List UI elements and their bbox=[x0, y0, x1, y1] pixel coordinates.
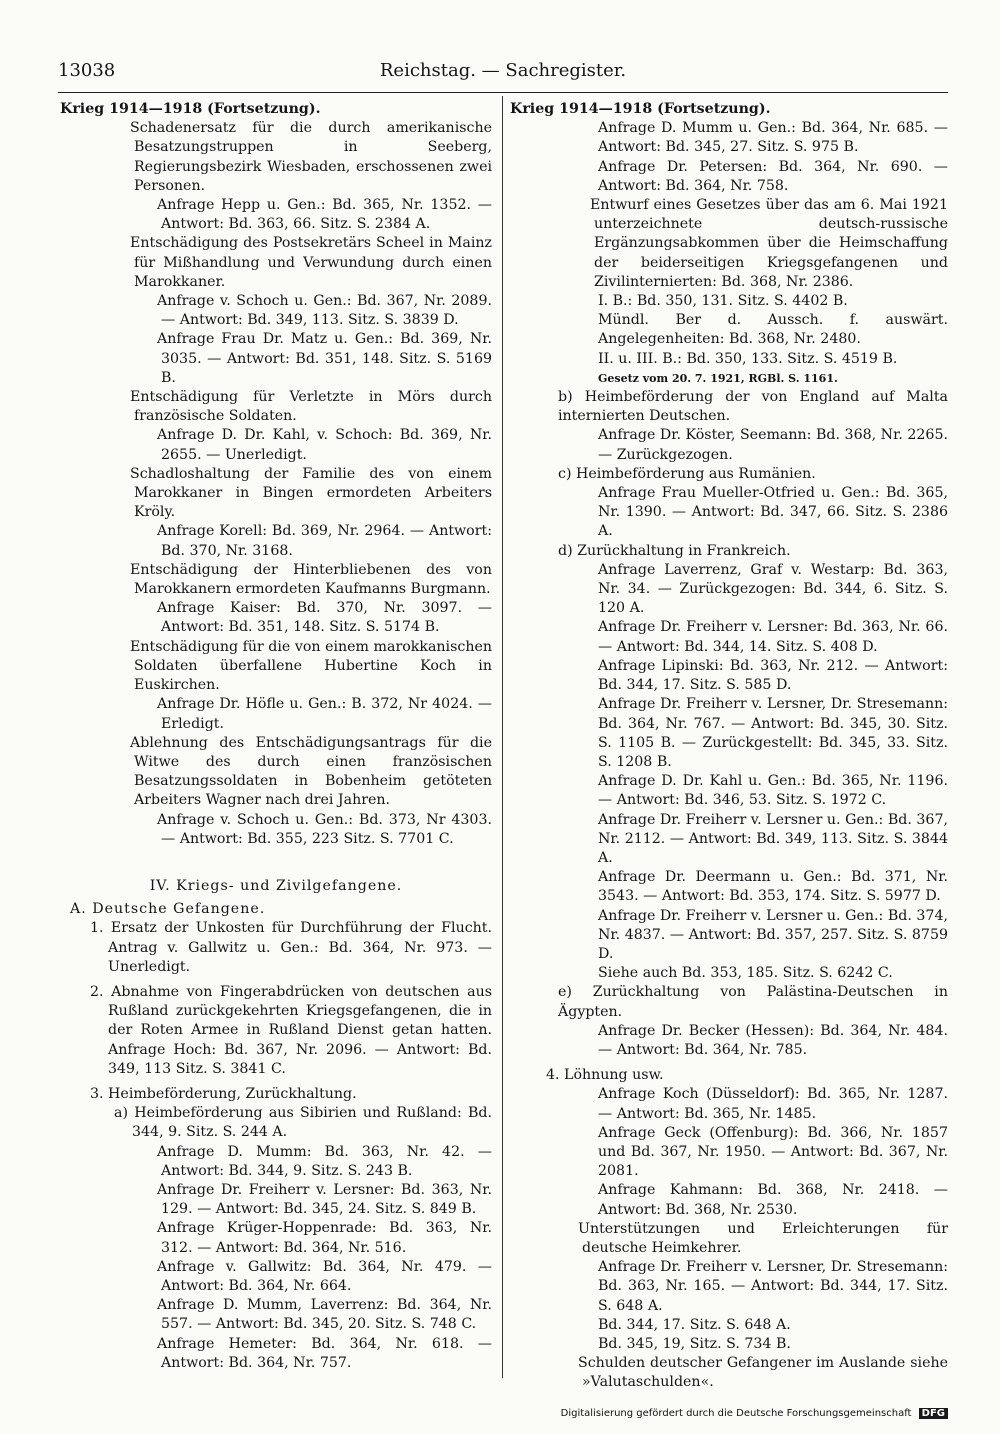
register-entry: 4. Löhnung usw. bbox=[546, 1067, 664, 1084]
register-entry: Krieg 1914—1918 (Fortsetzung). bbox=[60, 101, 321, 117]
register-entry: Anfrage Dr. Becker (Hessen): Bd. 364, Nr. 484. — Antwort: Bd. 364, Nr. 785. bbox=[598, 1022, 948, 1058]
register-entry: Ablehnung des Entschädigungsantrags für die Witwe des durch einen französischen Besatzungssoldaten in Bobenheim getöteten Arbeiters Wagner nach drei Jahren. bbox=[130, 734, 492, 809]
register-entry: Anfrage D. Dr. Kahl u. Gen.: Bd. 365, Nr. 1196. — Antwort: Bd. 346, 53. Sitz. S. 1972 C. bbox=[598, 773, 948, 809]
page-header bbox=[58, 60, 948, 88]
register-entry: Anfrage Lipinski: Bd. 363, Nr. 212. — Antwort: Bd. 344, 17. Sitz. S. 585 D. bbox=[598, 657, 948, 694]
register-entry: d) Zurückhaltung in Frankreich. bbox=[558, 542, 791, 559]
register-entry: Gesetz vom 20. 7. 1921, RGBl. S. 1161. bbox=[598, 371, 838, 385]
register-entry: Anfrage Dr. Freiherr v. Lersner: Bd. 363, Nr. 129. — Antwort: Bd. 345, 24. Sitz. S. 849 B. bbox=[157, 1181, 492, 1218]
register-entry: Anfrage Laverrenz, Graf v. Westarp: Bd. 363, Nr. 34. — Zurückgezogen: Bd. 344, 6. Sitz. S. 120 A. bbox=[598, 561, 948, 617]
header-rule bbox=[58, 92, 948, 93]
register-entry: Schadenersatz für die durch amerikanische Besatzungstruppen in Seeberg, Regierungsbezirk Wiesbaden, erschossenen zwei Personen. bbox=[130, 120, 492, 194]
register-entry: Entschädigung der Hinterbliebenen des von Marokkanern ermordeten Kaufmanns Burgmann. bbox=[130, 561, 492, 598]
register-entry: Anfrage Hepp u. Gen.: Bd. 365, Nr. 1352. — Antwort: Bd. 363, 66. Sitz. S. 2384 A. bbox=[157, 197, 492, 233]
register-entry: Anfrage Dr. Freiherr v. Lersner u. Gen.: Bd. 367, Nr. 2112. — Antwort: Bd. 349, 113. Sitz. S. 3844 A. bbox=[598, 811, 948, 866]
register-entry: Anfrage Korell: Bd. 369, Nr. 2964. — Antwort: Bd. 370, Nr. 3168. bbox=[157, 523, 492, 559]
register-entry: Anfrage D. Mumm, Laverrenz: Bd. 364, Nr. 557. — Antwort: Bd. 345, 20. Sitz. S. 748 C. bbox=[157, 1297, 492, 1333]
register-entry: I. B.: Bd. 350, 131. Sitz. S. 4402 B. bbox=[598, 293, 848, 310]
register-entry: Bd. 345, 19, Sitz. S. 734 B. bbox=[598, 1336, 791, 1352]
register-entry: Schadloshaltung der Familie des von einem Marokkaner in Bingen ermordeten Arbeiters Kröly. bbox=[130, 465, 492, 521]
register-entry: Anfrage D. Mumm u. Gen.: Bd. 364, Nr. 685. — Antwort: Bd. 345, 27. Sitz. S. 975 B. bbox=[598, 120, 948, 156]
register-entry: Mündl. Ber d. Aussch. f. auswärt. Angelegenheiten: Bd. 368, Nr. 2480. bbox=[598, 312, 948, 348]
register-entry: Entwurf eines Gesetzes über das am 6. Mai 1921 unterzeichnete deutsch-russische Ergänzungsabkommen über die Heimschaffung der beiderseitigen Kriegsgefangenen und Zivilinternierten: Bd. 368, Nr. 2386. bbox=[590, 197, 948, 290]
register-entry: Anfrage Dr. Freiherr v. Lersner, Dr. Stresemann: Bd. 363, Nr. 165. — Antwort: Bd. 344, 17. Sitz. S. 648 A. bbox=[598, 1259, 948, 1314]
register-entry: c) Heimbeförderung aus Rumänien. bbox=[558, 465, 816, 482]
register-entry: Entschädigung für Verletzte in Mörs durch französische Soldaten. bbox=[130, 389, 492, 425]
register-entry: IV. Kriegs- und Zivilgefangene. bbox=[149, 877, 403, 894]
register-entry: Anfrage v. Schoch u. Gen.: Bd. 367, Nr. 2089. — Antwort: Bd. 349, 113. Sitz. S. 3839 D. bbox=[157, 293, 492, 329]
register-entry: e) Zurückhaltung von Palästina-Deutschen in Ägypten. bbox=[558, 984, 948, 1020]
register-entry: Anfrage Hemeter: Bd. 364, Nr. 618. — Antwort: Bd. 364, Nr. 757. bbox=[157, 1335, 492, 1371]
register-entry: A. Deutsche Gefangene. bbox=[70, 901, 266, 918]
register-entry: Anfrage Dr. Höfle u. Gen.: B. 372, Nr 4024. — Erledigt. bbox=[157, 696, 492, 732]
register-entry: Anfrage Krüger-Hoppenrade: Bd. 363, Nr. 312. — Antwort: Bd. 364, Nr. 516. bbox=[157, 1220, 492, 1256]
dfg-logo: DFG bbox=[919, 1408, 948, 1419]
register-entry: Anfrage D. Mumm: Bd. 363, Nr. 42. — Antwort: Bd. 344, 9. Sitz. S. 243 B. bbox=[157, 1143, 492, 1179]
left-column bbox=[60, 100, 492, 1373]
register-entry: Anfrage Dr. Freiherr v. Lersner, Dr. Stresemann: Bd. 364, Nr. 767. — Antwort: Bd. 345, 30. Sitz. S. 1105 B. — Zurückgestellt: Bd. 345, 33. Sitz. S. 1208 B. bbox=[598, 696, 948, 770]
register-entry: II. u. III. B.: Bd. 350, 133. Sitz. S. 4519 B. bbox=[598, 350, 898, 367]
register-entry: Schulden deutscher Gefangener im Auslande siehe »Valutaschulden«. bbox=[578, 1355, 948, 1391]
register-entry: Siehe auch Bd. 353, 185. Sitz. S. 6242 C. bbox=[598, 965, 893, 982]
register-entry: Entschädigung des Postsekretärs Scheel in Mainz für Mißhandlung und Verwundung durch einen Marokkaner. bbox=[130, 235, 492, 290]
register-entry: Entschädigung für die von einem marokkanischen Soldaten überfallene Hubertine Koch in Euskirchen. bbox=[130, 638, 492, 694]
register-entry: Unterstützungen und Erleichterungen für deutsche Heimkehrer. bbox=[578, 1220, 948, 1256]
register-entry: Anfrage v. Schoch u. Gen.: Bd. 373, Nr 4303. — Antwort: Bd. 355, 223 Sitz. S. 7701 C. bbox=[157, 811, 492, 847]
register-entry: Anfrage Kahmann: Bd. 368, Nr. 2418. — Antwort: Bd. 368, Nr. 2530. bbox=[598, 1182, 948, 1218]
register-entry: b) Heimbeförderung der von England auf Malta internierten Deutschen. bbox=[558, 389, 948, 425]
column-divider bbox=[502, 96, 503, 1378]
register-entry: 2. Abnahme von Fingerabdrücken von deutschen aus Rußland zurückgekehrten Kriegsgefangenen, die in der Roten Armee in Rußland Dienst getan hatten. Anfrage Hoch: Bd. 367, Nr. 2096. — Antwort: Bd. 349, 113 Sitz. S. 3841 C. bbox=[90, 983, 492, 1077]
register-entry: Krieg 1914—1918 (Fortsetzung). bbox=[510, 101, 771, 117]
register-entry: Anfrage Dr. Köster, Seemann: Bd. 368, Nr. 2265. — Zurückgezogen. bbox=[598, 427, 948, 463]
running-title: Reichstag. — Sachregister. bbox=[379, 60, 627, 81]
right-column bbox=[510, 100, 948, 1393]
register-entry: Anfrage Dr. Freiherr v. Lersner: Bd. 363, Nr. 66. — Antwort: Bd. 344, 14. Sitz. S. 408 D. bbox=[598, 619, 948, 655]
register-entry: Anfrage Geck (Offenburg): Bd. 366, Nr. 1857 und Bd. 367, Nr. 1950. — Antwort: Bd. 367, Nr. 2081. bbox=[598, 1124, 948, 1180]
register-entry: Anfrage Kaiser: Bd. 370, Nr. 3097. — Antwort: Bd. 351, 148. Sitz. S. 5174 B. bbox=[157, 600, 492, 636]
register-entry: Anfrage D. Dr. Kahl, v. Schoch: Bd. 369, Nr. 2655. — Unerledigt. bbox=[157, 427, 492, 463]
register-entry: Anfrage v. Gallwitz: Bd. 364, Nr. 479. — Antwort: Bd. 364, Nr. 664. bbox=[157, 1258, 492, 1294]
register-entry: Anfrage Frau Mueller-Otfried u. Gen.: Bd. 365, Nr. 1390. — Antwort: Bd. 347, 66. Sitz. S. 2386 A. bbox=[598, 485, 948, 540]
register-entry: Anfrage Koch (Düsseldorf): Bd. 365, Nr. 1287. — Antwort: Bd. 365, Nr. 1485. bbox=[598, 1086, 948, 1122]
register-entry: a) Heimbeförderung aus Sibirien und Rußland: Bd. 344, 9. Sitz. S. 244 A. bbox=[114, 1105, 492, 1141]
register-entry: 3. Heimbeförderung, Zurückhaltung. bbox=[90, 1085, 357, 1102]
register-entry: 1. Ersatz der Unkosten für Durchführung der Flucht. Antrag v. Gallwitz u. Gen.: Bd. 364, Nr. 973. — Unerledigt. bbox=[90, 920, 492, 975]
footer-credit: Digitalisierung gefördert durch die Deutsche Forschungsgemeinschaft bbox=[560, 1408, 912, 1419]
register-entry: Anfrage Frau Dr. Matz u. Gen.: Bd. 369, Nr. 3035. — Antwort: Bd. 351, 148. Sitz. S. 5169 B. bbox=[157, 331, 492, 386]
page-number: 13038 bbox=[58, 60, 116, 81]
register-entry: Anfrage Dr. Freiherr v. Lersner u. Gen.: Bd. 374, Nr. 4837. — Antwort: Bd. 357, 257. Sitz. S. 8759 D. bbox=[598, 907, 948, 962]
register-entry: Anfrage Dr. Deermann u. Gen.: Bd. 371, Nr. 3543. — Antwort: Bd. 353, 174. Sitz. S. 5977 D. bbox=[598, 869, 948, 905]
register-entry: Bd. 344, 17. Sitz. S. 648 A. bbox=[598, 1316, 791, 1333]
register-entry: Anfrage Dr. Petersen: Bd. 364, Nr. 690. — Antwort: Bd. 364, Nr. 758. bbox=[598, 158, 948, 194]
footer bbox=[561, 1408, 948, 1419]
